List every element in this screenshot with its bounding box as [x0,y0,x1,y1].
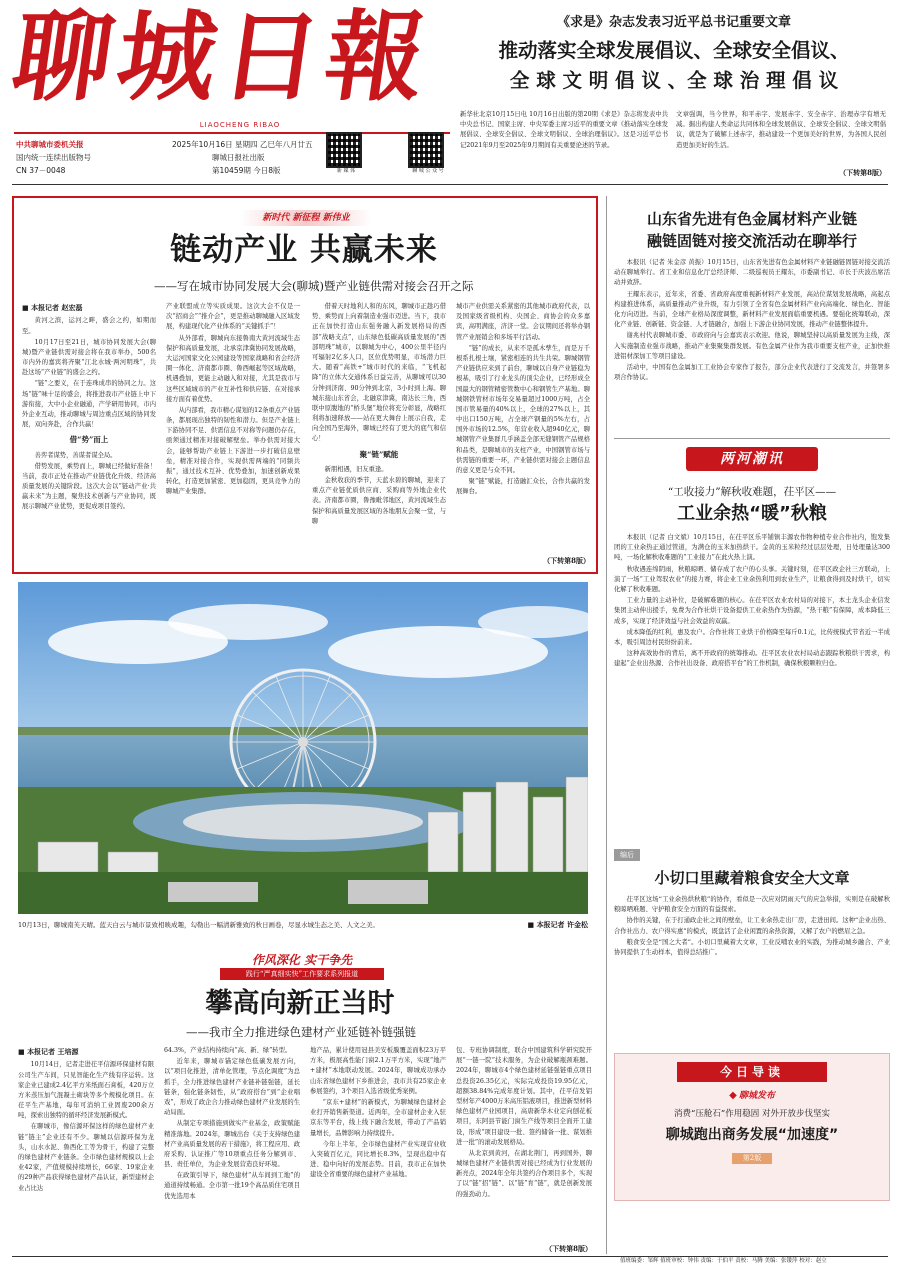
story2-body [614,533,890,841]
lead-continued: （下转第8版） [839,168,886,177]
top-divider [12,184,888,185]
paragraph: “链”的成长，从来不是孤木孳生，而是万千根系扎根土壤，紧密相连的共生共荣。聊城钢管产业链供应来到了前台，聊城以自身产业链稳为根基，吸引了行业龙头的顶尖企业，已经形成全国最大的钢管精密管数中心和钢管生产基地。聊城钢铁管材市场年交易量超过1000万吨，占全国市管易量的40%以上，全球的27%以上，其中出口150万吨，占全球产钢量的5%左右，占国外市场的12.5%，年营业收入超940亿元，聊城钢管产业集群几乎涵盖全部无缝钢管产品规格和品类，是聊城市的支柱产业，中国钢管市场与供需链的重要一环，产业链供需对接会主题信息的意义更是与众不同。 [456,344,590,474]
paragraph: 本报讯（记者 白文斌）10月15日，在茌平区乐平铺镇丰源农作物种植专业合作社内，饱发集团的工业余热正通过管道，为满仓的玉米加热烘干。金黄的玉米粒经过层层处理，日处理量达300吨，一场化解秋收难题的“工业接力”在此火热上演。 [614,534,890,562]
masthead-info-center [172,138,352,177]
paragraph: 在聊城市，像信源环保这样的绿色建材产业链“链主”企业还有不少。聊城以信源环保为龙头，山水水泥、鲁西化工等为骨干，构建了完整的绿色建材产业链条。全市绿色建材规模以上企业42家，产值规模持续增长，66家、19家企业的29种产品获得绿色建材产品认证，新型建材企业占比达 [18,1123,154,1192]
paragraph: 粮食安全是“国之大者”。小切口里藏着大文章，工业反哺农业的实践，为推动城乡融合、产业协同提供了生动样本，值得总结推广。 [614,938,890,956]
column-badge-text: 两河潮讯 [720,451,784,467]
paragraph: 从制定专项措施到做实产业基金，政策赋能精准落地。2024年，聊城出台《关于支持绿色建材产业高质量发展的若干措施》，将工程应用、政府采购、认证推广等10项重点任务分解到市、县、责任单位，为企业发展营造良好环境。 [164,1120,300,1169]
story3-title: 小切口里藏着粮食安全大文章 [654,869,850,887]
column-badge [686,447,818,471]
footer-credits: 值班编委：邹辉 值班审校：钟伟 责编：于伯平 责校：马腾 美编：张镂萍 校对：赵立 [620,1258,827,1264]
logo-text: 聊城日報 [5,0,439,115]
feature-subhead: 借“势”而上 [69,435,109,445]
feature-subhead: 聚“链”赋能 [359,449,399,459]
second-col-3 [310,1046,446,1256]
lead-story [460,14,888,182]
paragraph: 借势发展，乘势而上，聊城已经做好准备！当前，我市正处在推动产业链优化升级、经济高质量发展的关键阶段。这次大会以“链动产业·共赢未来”为主题，聚焦技术创新与产业协同，既展示聊城产业优势，更促成项目签约。 [22,462,156,511]
editorial-badge: 编后 [614,849,640,861]
paragraph: 谢兆村代表聊城市委、市政府向与会嘉宾表示欢迎。他说，聊城坚持以高质量发展为主线，深入实施制造业强市战略，推动产业集聚集群发展。有色金属产业作为我市重要支柱产业，正加快推进铝材深加工等项目建设。 [614,332,890,360]
feature-columns [22,302,590,568]
second-byline: ■ 本报记者 王培源 [18,1046,154,1057]
newspaper-logo [5,0,454,115]
qr-code-icon [326,132,362,168]
paragraph: 黄河之滨，运河之畔，盛会之约，如期而至。 [22,317,156,335]
lead-kicker: 《求是》杂志发表习近平总书记重要文章 [556,15,791,30]
feature-byline: ■ 本报记者 赵宏磊 [22,302,156,313]
guide-title: 今日导读 [719,1065,784,1079]
paragraph: 茌平区这场“工业余热烘秋粮”的协作，看似是一次应对阴雨天气的应急举措，实则是在破解秋粮晾晒难题、守护粮食安全方面的有益探索。 [614,896,890,914]
press-label: 聊城日报社出版 [212,153,265,162]
story1-body [614,258,890,430]
paragraph: 工业力量的主动补位，是破解难题的核心。在茌平区农业农村局的对接下，本土龙头企业信发集团主动伸出援手，免费为合作社烘干设备提供工业余热作为热源，“热干粮”有保障，成本降低三成多，实现了经济效益与社会效益的双赢。 [614,597,890,625]
paragraph: 借着天时地利人和的东风，聊城市正趁巧借势、乘势而上向着制造业强市迈进。当下，我市正在加快打造山东强务融入新发展格局的西部“战略支点”，山东绿色低碳高质量发展的“西部明珠”城市，以聊城为中心，400公里半径内可辐射2亿多人口，区位优势明显，市场潜力巨大。随着“高铁+”城市时代的来临，“飞机起降”的立体大交通体系日益完善，从聊城可以30分钟到济南、90分钟到北京，3小时到上海。聊城东接山东省会，北融京津冀，南达长三角，西联中原腹地的“桥头堡”地位将充分彰显，战略红利将加速释放——站在更大舞台上展示自我，走向全国乃至海外，聊城已经有了更大的底气和信心！ [312,303,446,443]
series-banner [202,952,402,984]
second-columns [18,1046,592,1256]
paragraph: 聚“链”赋能，打造融汇众长，合作共赢的发展舞台。 [456,478,590,496]
paragraph: 近年来，聊城市锚定绿色低碳发展方向，以“项目化推进，清单化管理，节点化调度”为总抓手，全力推进绿色建材产业链补链强链，延长链条，强化链条韧性，从“政府搭台”到“企业唱戏”，形成了政企合力推动绿色建材产业发展的生动局面。 [164,1058,300,1117]
masthead-divider [14,132,450,134]
guide-line1: 消费“压舱石”作用稳固 对外开放步伐坚实 [674,1108,830,1119]
paragraph: 城市产业供需关系紧密的其他城市政府代表，以及国家级省级机构、央国企、商协会的众多嘉宾，高明满座，济济一堂。会议期间还将举办钢管产业展销会和多场平行活动。 [456,303,590,341]
feature-col-3 [312,302,446,568]
photo-credit: ■ 本报记者 许金松 [527,920,588,929]
issue-number: 第10459期 今日8版 [212,166,281,175]
paragraph: 地产品，累计使用冠县美安板膜覆盖面积23万平方米，极展高性能门窗2.1万平方米，实现“地产+建材”本地联动发展。2024年，聊城成功承办山东省绿色建材下乡推进会，我市共有25家企业参展签约，3个项目入选省级优秀案例。 [310,1047,446,1095]
issue-date: 2025年10月16日 星期四 乙巳年八月廿五 [172,140,313,149]
feature-banner [240,210,372,226]
second-col-4 [456,1046,592,1244]
qr-label: 聊 城 公 众 号 [412,168,444,174]
city-photo [18,582,588,914]
feature-story [12,196,598,574]
lead-title-line1: 推动落实全球发展倡议、全球安全倡议、 [498,39,850,62]
paragraph: 从内部看，我市精心谋划的12条重点产业链条，都展现出独特的韧性和潜力。但是产业链上下游协同不足、供需信息不对称等问题仍存在，亟须通过精准对接破解壁垒。举办供需对接大会，能够帮助产业链上下游进一步打破信息壁垒，精准对接合作，实现供需两端的“同频共振”，通过技术互补、优势叠加，加速创新成果转化，打造更加紧密、更加稳固，更具竞争力的聊城产业集群。 [166,406,300,496]
paragraph: 成本降低的红利，惠及农户。合作社将工业烘干价格降至每斤0.1元，比传统模式节省近一半成本，吸引周边村民纷纷前来。 [614,628,890,646]
second-subtitle: ——我市全力推进绿色建材产业延链补链强链 [186,1025,416,1039]
series-banner-top: 作风深化 实干争先 [251,953,353,967]
story2-kicker: “工收接力”解秋收难题，茌平区—— [667,486,837,498]
paragraph: 善弈者谋势，善谋者谋全局。 [34,451,117,459]
paragraph: 协作的关键，在于打通政企社之间的壁垒，让工业余热走出厂房，走进田间。这种“企业出热、合作社出力、农户得实惠”的模式，既盘活了企业闲置的余热资源，又解了农户的燃眉之急。 [614,917,890,935]
qr-code-account [408,132,448,176]
paragraph: 10月14日，记者走进茌平信源环保建材有限公司生产车间，只见智能化生产线有序运转。这家企业已建成2.4亿平方米纸面石膏板，420万立方米蒸压加气混凝土砌块等多个规模化项目。在茌平生产基地，每年可消纳工业固废200余万吨，探索出独特的循环经济发展新模式。 [18,1061,154,1120]
paragraph: 秋收遇连绵阴雨，秋粮晾晒、储存成了农户的心头事。关键时刻，茌平区政企社三方联动，上演了一场“工业驾驭农业”的接力赛，将企业工业余热利用到农业生产，让粮食得到及时烘干，切实化解了秋收难题。 [614,565,890,593]
right-column-divider [606,196,607,1254]
story1-title-line1: 山东省先进有色金属材料产业链 [646,210,857,228]
guide-logo-icon: ◆ [729,1090,737,1101]
lead-title-line2: 全 球 文 明 倡 议 、全 球 治 理 倡 议 [509,69,839,92]
story1-title-line2: 融链固链对接交流活动在聊举行 [646,232,857,250]
masthead-info-left [16,138,136,177]
second-title: 攀高向新正当时 [205,988,395,1019]
paragraph: 包、专班协调制度，联合中国建筑科学研究院开展“一链一院”技术服务，为企业破解瓶颈难题。2024年，聊城市4个绿色建材延链强链重点项目总投资26.35亿元，实际完成投资19.95亿元，超额38.84%完成年度计划。其中，茌平信发铝型材年产4000万米高压铝液项目，推进新型材料绿色建材产业园项目，高唐新华木业定向刨花板项目，东阿县节能门窗生产线等项目全面开工建设，形成“项目建设一批、签约储备一批、谋划推进一批”的滚动发展格局。 [456,1047,592,1146]
right-column [614,196,890,1256]
logo-pinyin: LIAOCHENG RIBAO [199,121,281,129]
guide-box [614,1053,890,1201]
issn-label: 国内统一连续出版物号 [16,153,91,162]
divider [614,438,890,439]
paragraph: “链”之要义，在于连珠成串的协同之力。这场“链”味十足的盛会，将推进我市产业链上中下游衔接，大中小企业融通，产学研用协同，市内外企业互动，推动聊城与周边重点区域的协同发展，双向奔赴，合作共赢！ [22,380,156,429]
lead-col-2: 文章强调，当今世界，和平赤字、发展赤字、安全赤字、治理赤字有增无减。掘出构建人类命运共同体和全球发展倡议、全球安全倡议、全球文明倡议，就是为了破解上述赤字，推动建设一个更加美好的世界，为各国人民创造更加美好的生活。 [676,111,886,149]
paragraph: “京东+建材”的新模式，为聊城绿色建材企业打开销售新渠道。近两年，全市建材企业入驻京东等平台，线上线下融合发展，带动了产品销量增长，品牌影响力持续提升。 [310,1098,446,1137]
series-banner-bottom: 践行“严真细实快”工作要求系列报道 [220,968,384,980]
paragraph: 这种高效协作的背后，离不开政府的统筹推动。茌平区农业农村局动态跟踪秋粮烘干需求，构建起“企业出热源、合作社出设备、政府搭平台”的工作机制，确保秋粮颗粒归仓。 [614,650,890,668]
feature-col-1 [22,302,156,568]
guide-logo [615,1088,889,1104]
paragraph: 10月17日至21日，城市协同发展大会(聊城)暨产业链供需对接会将在我市举办，500名市内外的嘉宾将齐聚“江北水城·两河明珠”，共赴这场“产业链”的盛会之约。 [22,338,156,377]
paragraph: 64.3%，产业结构持续向“高、新、绿”转型。 [164,1047,292,1054]
feature-continued: （下转第8版） [543,556,590,565]
guide-title-bar [677,1062,827,1082]
second-col-1 [18,1046,154,1256]
photo-caption [18,918,588,932]
paragraph: 王耀东表示，近年来，省委、省政府高度重视新材料产业发展，高站位谋划发展战略，高起点构建推进体系，高质量推动产业升级，有力引领了全省有色金属材料产业向高端化、绿色化、智能化方向迈进。当前，全球产业格局深度调整，新材料产业发展面临重要机遇。要强化统筹联动，深化产业链、创新链、资金链、人才链融合，加强上下游企业协同发展，推动产业链整体提升。 [614,290,890,329]
guide-page-tag: 第2版 [732,1153,772,1164]
publisher-label: 中共聊城市委机关报 [16,140,84,149]
feature-title: 链动产业 共赢未来 [170,232,438,268]
feature-subtitle: ——写在城市协同发展大会(聊城)暨产业链供需对接会召开之际 [154,279,474,293]
story2-title: 工业余热“暖”秋粮 [677,503,827,524]
city-photo-image [18,582,588,914]
story3-body [614,895,890,1045]
qr-code-icon [408,132,444,168]
second-col-2 [164,1046,300,1256]
paragraph: 今年上半年，全市绿色建材产业实现营业收入突破百亿元，同比增长8.3%，呈现出稳中有进、稳中向好的发展态势。目前，我市正在加快建设全省重要的绿色建材产业基地。 [310,1140,446,1179]
feature-banner-text: 新时代 新征程 新伟业 [262,213,350,223]
paragraph: 从外部看，聊城向东接鲁南大黄河流域生态保护和高质量发展，北承京津冀协同发展战略，大运河国家文化公园建设等国家战略和省会经济圈一体化、济南都市圈、鲁西崛起等区域战略，机遇叠加，更能主动融入和对接，尤其是我市与这些区域城市的产业互补性和供应链、在对接承接方面有着优势。 [166,334,300,403]
photo-caption-text: 10月13日，聊城南芙天晴。蓝天白云与城市景致相映成趣，勾勒出一幅清新雅致的秋日画卷，尽显水城生态之美、人文之美。 [18,921,380,929]
second-continued: （下转第8版） [545,1244,592,1253]
guide-headline: 聊城跑出商务发展“加速度” [665,1127,839,1144]
paragraph: 从北京到黄河，在湖北荆门，再到国外，聊城绿色建材产业链供需对接已经成为行业发展的新亮点，2024年全年共签约合作项目多个，实现了以“链”招“链”、以“链”育“链”，就是创新发展的强劲动力。 [456,1149,592,1198]
feature-col-4 [456,302,590,556]
cn-label: CN 37－0048 [16,166,66,175]
paragraph: 活动中，中国有色金属加工工业协会专家作了报告，部分企业代表进行了交流发言，并签署多项合作协议。 [614,363,890,382]
lead-col-1: 新华社北京10月15日电 10月16日出版的第20期《求是》杂志将发表中共中央总书记、国家主席、中央军委主席习近平的重要文章《推动落实全球发展倡议、全球安全倡议、全球文明倡议、全球治理倡议》。这是习近平总书记2021年9月至2025年9月期间有关重要论述的节录。 [460,111,668,149]
photo-credit-text: 本报记者 许金松 [536,920,588,929]
paragraph: 新朋相遇，旧友重逢。 [324,465,388,473]
paragraph: 本报讯（记者 朱金彦 黄振）10月15日，山东省先进有色金属材料产业链融链固链对接交流活动在聊城举行。省工业和信息化厅总经济师、二级巡视员王耀东，市委副书记、市长于庆波出席活动并致辞。 [614,259,890,287]
qr-code-media [326,132,366,176]
paragraph: 产业联盟成立等实质成果。这次大会不仅是一次“招商会”“推介会”，更是推动聊城融入区域发展，构建现代化产业体系的“关键抓手”！ [166,303,300,331]
paragraph: 在政策引导下，绿色建材“从车间到工地”的通道持续畅通。全市第一批19个高品质住宅项目优先选用本 [164,1172,300,1200]
qr-label: 新 媒 体 [336,168,356,174]
feature-col-2 [166,302,300,568]
guide-logo-text: 聊城发布 [738,1091,775,1101]
paragraph: 金秋收获的季节，天蓝水碧的聊城，迎来了重点产业链优质供应商、采购商等外地企业代表。济南都市圈，鲁豫毗邻地区，黄河流域生态保护和高质量发展区域的各地朋友会聚一堂，与聊 [312,476,446,525]
